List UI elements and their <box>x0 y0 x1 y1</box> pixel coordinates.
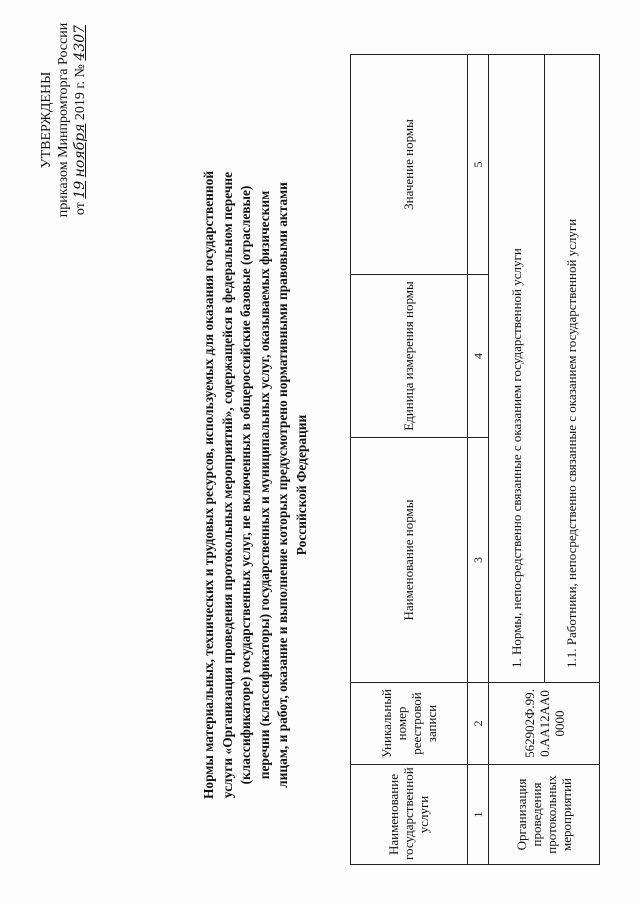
column-numbers-row <box>467 55 489 865</box>
column-number: 3 <box>467 438 489 683</box>
date-day: 19 <box>72 180 88 199</box>
table-header-row <box>351 55 468 865</box>
title-line: Нормы материальных, технических и трудовых ресурсов, используемых для оказания государственной <box>201 170 216 800</box>
column-number: 5 <box>467 55 489 275</box>
document-title <box>200 145 311 825</box>
header-norm-value: Значение нормы <box>351 55 468 275</box>
approval-date-line <box>72 15 89 225</box>
title-line: (классификаторе) государственных услуг, не включенных в общероссийские базовые (отраслевые) <box>238 185 253 785</box>
date-month: ноября <box>72 123 88 178</box>
header-unit: Единица измерения нормы <box>351 275 468 438</box>
registry-number-cell: 562902Ф.99.0.АА12АА00000 <box>489 683 600 765</box>
date-year: 2019 г. <box>73 80 88 121</box>
title-line: лицам, и работ, оказание и выполнение которых предусмотрено нормативными правовыми актами <box>275 182 290 788</box>
rotated-document-sheet <box>20 15 620 885</box>
approval-order: приказом Минпромторга России <box>56 22 71 218</box>
approval-stamp <box>38 15 89 225</box>
norms-table <box>350 54 600 865</box>
column-number: 1 <box>467 765 489 865</box>
approval-heading: УТВЕРЖДЕНЫ <box>39 71 54 169</box>
service-name-cell: Организация проведения протокольных мероприятий <box>489 765 600 865</box>
column-number: 4 <box>467 275 489 438</box>
table-row <box>489 55 544 865</box>
header-norm-name: Наименование нормы <box>351 438 468 683</box>
column-number: 2 <box>467 683 489 765</box>
section-1-1-heading: 1.1. Работники, непосредственно связанные с оказанием государственной услуги <box>544 55 599 683</box>
title-line: Российской Федерации <box>293 414 309 556</box>
title-line: услуги «Организация проведения протокольных мероприятий», содержащейся в федеральном перечне <box>219 171 235 799</box>
section-1-heading: 1. Нормы, непосредственно связанные с оказанием государственной услуги <box>489 55 544 683</box>
number-sign: № <box>73 64 88 78</box>
date-prefix: от <box>73 202 88 216</box>
order-number: 4307 <box>72 24 88 61</box>
title-line: перечни (классификаторы) государственных и муниципальных услуг, оказываемых физическим <box>256 190 272 780</box>
header-service-name: Наименование государственной услуги <box>351 765 468 865</box>
header-registry-number: Уникальный номер реестровой записи <box>351 683 468 765</box>
